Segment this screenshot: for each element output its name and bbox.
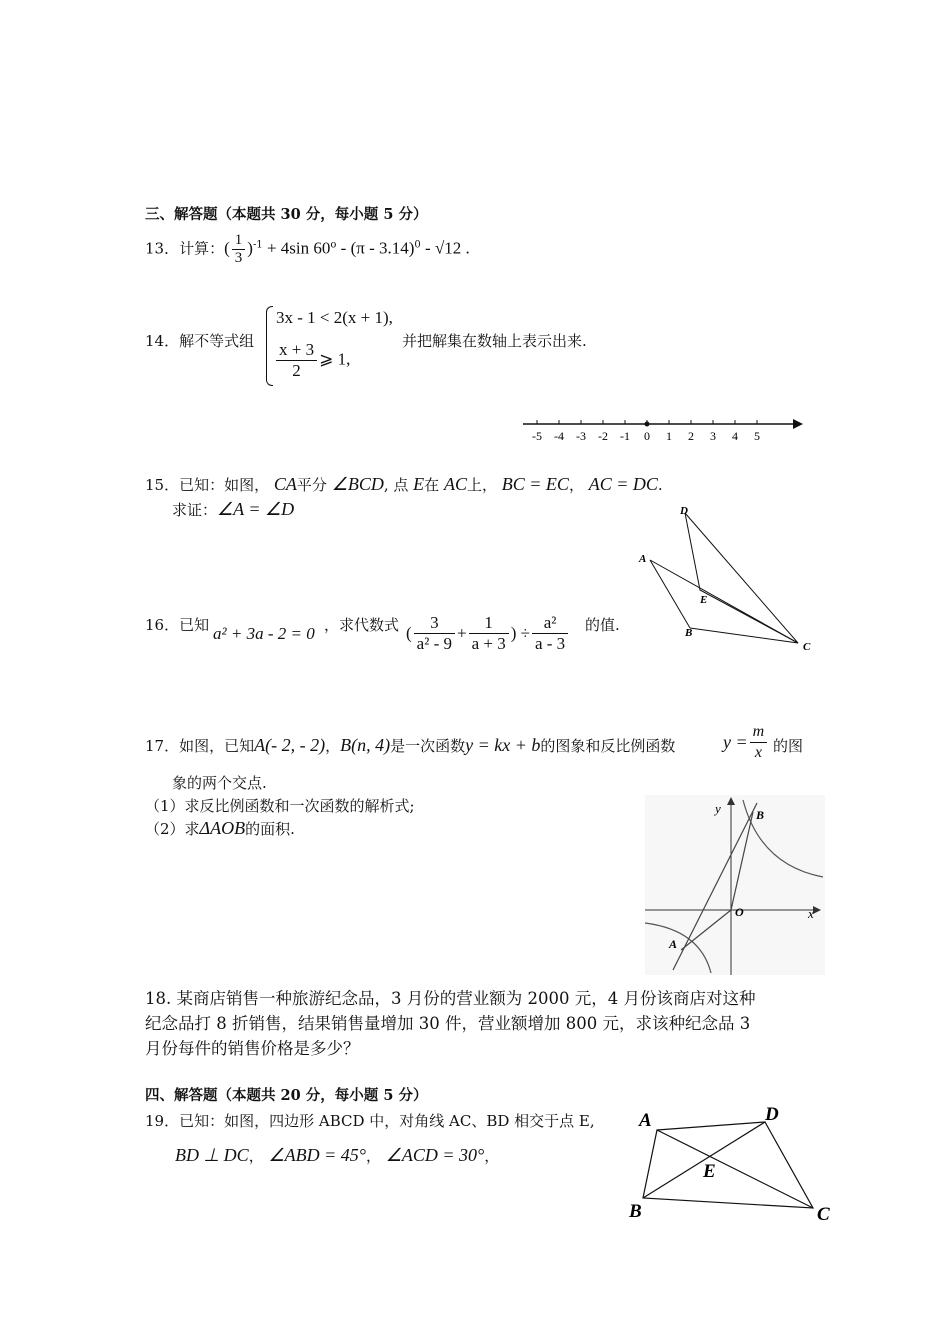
q19-diagonal-ac: [657, 1130, 813, 1208]
q14-frac-den: 2: [292, 361, 301, 380]
q16-lead: 已知: [179, 616, 210, 634]
q17-label-b: B: [756, 808, 765, 822]
q19-sep-2: ，: [365, 1147, 381, 1165]
q14-inequality-1: 3x - 1 < 2(x + 1),: [276, 308, 393, 327]
q13-fraction: [232, 232, 246, 267]
q15-segment-ac: [650, 560, 798, 643]
q15-segment-bc: [690, 628, 798, 643]
q19-figure: [625, 1100, 840, 1230]
q19-angle-acd: ∠ACD = 30°: [385, 1145, 485, 1165]
q15-label-d: D: [680, 505, 688, 517]
q14-lead: 解不等式组: [179, 332, 255, 350]
q16-condition: a² + 3a - 2 = 0: [213, 624, 315, 643]
q16-f2-num: 1: [469, 613, 509, 634]
q13-exponent-b: 0: [414, 239, 421, 251]
q16-divide: ) ÷: [510, 623, 530, 643]
number-line-label: 5: [754, 429, 760, 443]
q15-prove-lead: 求证：: [172, 501, 218, 519]
q16-f1-num: 3: [414, 613, 455, 634]
q17-sub2-triangle: ΔAOB: [199, 818, 246, 838]
q17-inverse-den: x: [754, 744, 762, 761]
question-15-line1: [145, 474, 663, 495]
q16-f3-num: a²: [532, 613, 568, 634]
q15-ac: AC: [443, 474, 467, 494]
q14-inequality-2: [274, 340, 350, 381]
q17-point-a: A(- 2, - 2): [254, 735, 326, 755]
q15-label-a: A: [639, 553, 647, 565]
q15-ac-eq-dc: AC = DC: [588, 474, 658, 494]
q14-fraction: [276, 340, 317, 381]
q17-sub2-tail: 的面积.: [245, 820, 295, 838]
q13-exponent-a: -1: [252, 239, 263, 251]
number-line: [515, 410, 810, 450]
q16-f3-den: a - 3: [534, 634, 566, 653]
question-13: [145, 232, 470, 272]
question-15-line2: [172, 499, 294, 520]
q17-sub1: （1）求反比例函数和一次函数的解析式;: [145, 797, 415, 815]
q16-paren-open: (: [406, 623, 412, 643]
q13-paren-open: (: [224, 238, 230, 258]
q13-term-sin: + 4sin 60: [262, 238, 331, 258]
q13-term-pi: - (π - 3.14): [336, 238, 415, 258]
q18-line2: 纪念品打 8 折销售，结果销售量增加 30 件，营业额增加 800 元，求该种纪念品 3: [145, 1014, 751, 1033]
q16-f2-den: a + 3: [471, 634, 506, 653]
q17-number: 17．: [145, 737, 180, 755]
q19-perpendicular: BD ⊥ DC: [175, 1145, 249, 1165]
number-line-label: 2: [688, 429, 694, 443]
number-line-label: -5: [532, 429, 542, 443]
q13-degree: o: [330, 239, 337, 251]
q19-label-a: A: [639, 1110, 652, 1131]
q13-term-sqrt: - √12 .: [420, 238, 470, 258]
number-line-arrow: [793, 419, 803, 429]
section-4-title: 四、解答题（本题共 20 分，每小题 5 分）: [145, 1087, 428, 1104]
question-17-line1: [145, 735, 675, 756]
q17-label-y: y: [715, 801, 721, 816]
q19-label-b: B: [629, 1201, 642, 1222]
q17-sub2-lead: （2）求: [145, 820, 200, 838]
q17-line2: 象的两个交点.: [172, 774, 267, 792]
q14-ge-one: ⩾ 1,: [319, 349, 351, 369]
q16-tail: 的值.: [585, 616, 620, 634]
q16-mid: ，求代数式: [324, 616, 400, 634]
q15-ca: CA: [273, 474, 297, 494]
number-line-label: 0: [644, 429, 650, 443]
q14-frac-num: x + 3: [276, 340, 317, 361]
q15-label-c: C: [803, 641, 811, 653]
q16-expression: [406, 613, 570, 654]
q15-prove-statement: ∠A = ∠D: [217, 499, 295, 519]
number-line-label: -2: [598, 429, 608, 443]
q16-f1-den: a² - 9: [416, 634, 452, 653]
q17-inverse-frac: [750, 722, 768, 763]
q19-sep-3: ，: [484, 1147, 500, 1165]
q15-segment-dc: [685, 513, 798, 643]
q14-tail: 并把解集在数轴上表示出来.: [402, 332, 587, 350]
q19-sep-1: ，: [248, 1147, 264, 1165]
q17-linear-text: 是一次函数: [390, 737, 466, 755]
q14-brace: [266, 306, 273, 386]
q18-line1: 18. 某商店销售一种旅游纪念品，3 月份的营业额为 2000 元，4 月份该商店对这种: [145, 989, 756, 1008]
q16-fraction-2: [469, 613, 509, 654]
q15-point: , 点: [383, 476, 409, 494]
q13-number: 13．: [145, 239, 180, 258]
q17-inverse-num: m: [750, 722, 768, 743]
q16-fraction-3: [532, 613, 568, 654]
q18-line3: 月份每件的销售价格是多少？: [145, 1039, 360, 1058]
q15-e: E: [413, 474, 425, 494]
number-line-label: -3: [576, 429, 586, 443]
q17-inverse-lhs: y =: [723, 732, 748, 752]
q19-label-c: C: [817, 1204, 830, 1225]
q15-lead: 已知：如图，: [179, 476, 270, 494]
q16-number-lead: [145, 614, 209, 635]
q15-period: .: [657, 476, 663, 494]
q19-line2: [175, 1145, 499, 1166]
q17-sep: ，: [325, 737, 341, 755]
q13-paren-close: ): [247, 238, 253, 258]
q15-label-e: E: [700, 594, 708, 606]
q19-diagonal-bd: [643, 1122, 765, 1198]
section-3-title: 三、解答题（本题共 30 分，每小题 5 分）: [145, 206, 428, 223]
q19-label-d: D: [765, 1104, 779, 1125]
q17-linear-eq: y = kx + b: [465, 735, 541, 755]
q15-number: 15．: [145, 476, 180, 494]
q13-frac-den: 3: [234, 250, 243, 266]
q15-upper: 上，: [466, 476, 497, 494]
q15-comma: ，: [568, 476, 584, 494]
q16-number: 16．: [145, 616, 180, 634]
q19-angle-abd: ∠ABD = 45°: [268, 1145, 366, 1165]
q17-figure: [645, 795, 825, 975]
q17-tail: 的图: [773, 737, 804, 755]
number-line-label: -4: [554, 429, 564, 443]
q15-figure: [630, 500, 820, 660]
q17-label-x: x: [808, 906, 814, 921]
q19-label-e: E: [703, 1161, 716, 1182]
q13-lead: 计算：: [179, 239, 225, 258]
q15-segment-ab: [650, 560, 690, 628]
q15-bisects: 平分: [296, 476, 327, 494]
number-line-label: -1: [620, 429, 630, 443]
q17-label-a: A: [669, 937, 678, 951]
number-line-label: 1: [666, 429, 672, 443]
number-line-label: 3: [710, 429, 716, 443]
q17-point-b: B(n, 4): [340, 735, 391, 755]
q13-frac-num: 1: [232, 232, 246, 250]
q14-number: 14．: [145, 332, 180, 350]
q16-plus: +: [456, 623, 467, 643]
q17-lead: 如图，已知: [179, 737, 255, 755]
q17-sub2: [145, 818, 295, 839]
q17-inverse-text: 的图象和反比例函数: [540, 737, 676, 755]
q14-number-lead: [145, 330, 254, 351]
q17-label-o: O: [735, 905, 744, 919]
q16-fraction-1: [414, 613, 455, 654]
q15-on: 在: [424, 476, 440, 494]
q15-bc-eq-ec: BC = EC: [501, 474, 569, 494]
q17-inverse-eq: [723, 722, 769, 763]
q15-angle-bcd: ∠BCD: [331, 474, 384, 494]
number-line-origin-dot: [645, 422, 650, 427]
number-line-label: 4: [732, 429, 738, 443]
q19-line1: 19．已知：如图，四边形 ABCD 中，对角线 AC、BD 相交于点 E,: [145, 1112, 595, 1130]
q15-label-b: B: [685, 627, 693, 639]
